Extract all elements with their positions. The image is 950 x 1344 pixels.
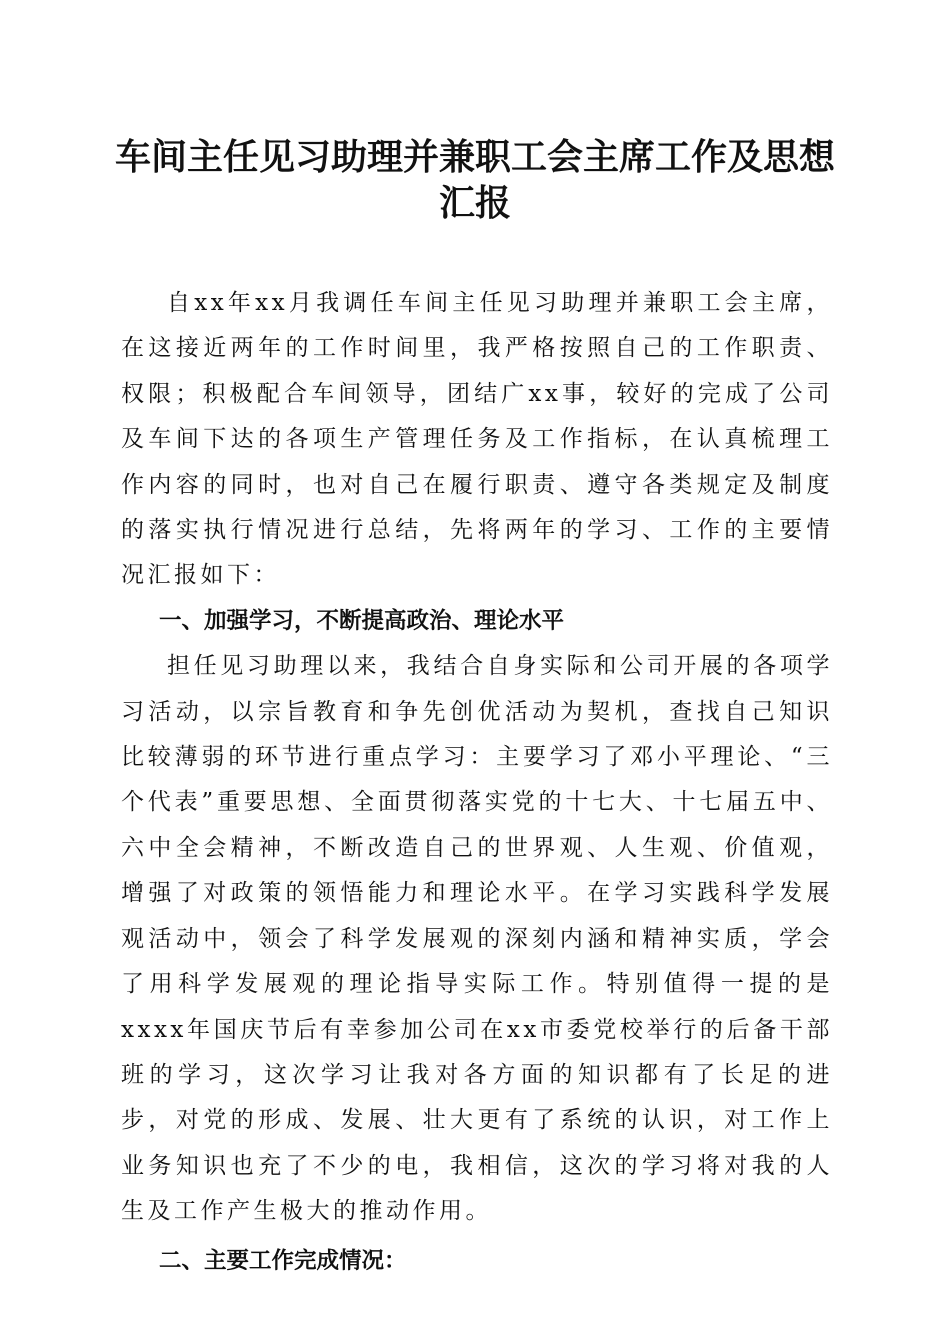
document-body	[121, 281, 833, 1284]
section-heading-work: 二、主要工作完成情况：	[159, 1247, 407, 1274]
document-title: 车间主任见习助理并兼职工会主席工作及思想汇报	[114, 136, 835, 224]
study-paragraph: 担任见习助理以来，我结合自身实际和公司开展的各项学习活动，以宗旨教育和争先创优活动为契机，查找自己知识比较薄弱的环节进行重点学习：主要学习了邓小平理论、“三个代表”重要思想、全面贯彻落实党的十七大、十七届五中、六中全会精神，不断改造自己的世界观、人生观、价值观，增强了对政策的领悟能力和理论水平。在学习实践科学发展观活动中，领会了科学发展观的深刻内涵和精神实质，学会了用科学发展观的理论指导实际工作。特别值得一提的是xxxx年国庆节后有幸参加公司在xx市委党校举行的后备干部班的学习，这次学习让我对各方面的知识都有了长足的进步，对党的形成、发展、壮大更有了系统的认识，对工作上业务知识也充了不少的电，我相信，这次的学习将对我的人生及工作产生极大的推动作用。	[121, 653, 833, 1225]
section-heading-study: 一、加强学习，不断提高政治、理论水平	[159, 607, 565, 634]
intro-paragraph: 自xx年xx月我调任车间主任见习助理并兼职工会主席，在这接近两年的工作时间里，我严格按照自己的工作职责、权限；积极配合车间领导，团结广xx事，较好的完成了公司及车间下达的各项生产管理任务及工作指标，在认真梳理工作内容的同时，也对自己在履行职责、遵守各类规定及制度的落实执行情况进行总结，先将两年的学习、工作的主要情况汇报如下：	[121, 290, 833, 589]
